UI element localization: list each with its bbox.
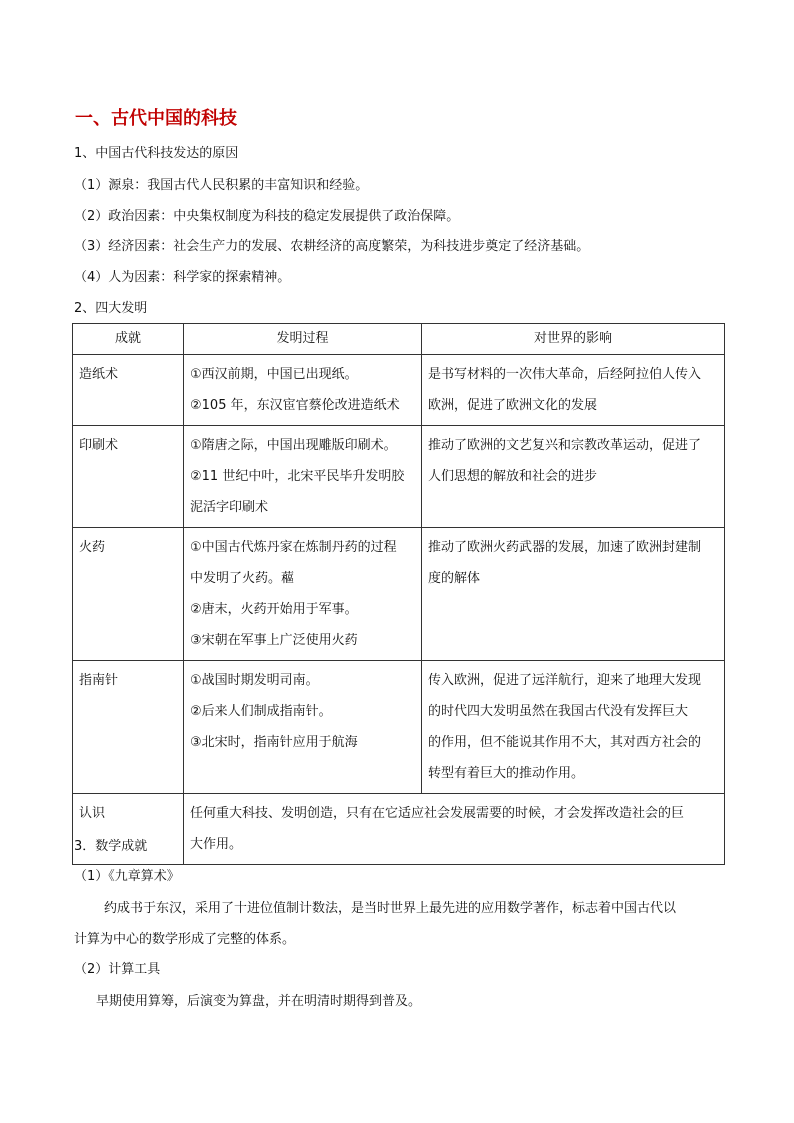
process-line: ①西汉前期，中国已出现纸。 <box>190 367 358 382</box>
invention-impact <box>422 426 725 528</box>
impact-line: 传入欧洲，促进了远洋航行，迎来了地理大发现 <box>428 673 702 688</box>
impact-line: 推动了欧洲的文艺复兴和宗教改革运动，促进了 <box>428 438 702 453</box>
invention-impact <box>422 661 725 794</box>
reason-item: （4）人为因素：科学家的探索精神。 <box>74 270 291 285</box>
process-line: ②唐末，火药开始用于军事。 <box>190 602 358 617</box>
process-line: ②后来人们制成指南针。 <box>190 704 332 719</box>
invention-process <box>184 661 422 794</box>
invention-name: 印刷术 <box>73 426 184 528</box>
process-line: ③宋朝在军事上广泛使用火药 <box>190 633 358 648</box>
process-line: ①隋唐之际，中国出现雕版印刷术。 <box>190 438 397 453</box>
table-row <box>73 355 725 426</box>
inventions-table <box>72 323 725 865</box>
process-line: ②11 世纪中叶，北宋平民毕升发明胶 <box>190 469 405 484</box>
invention-name: 指南针 <box>73 661 184 794</box>
invention-name: 造纸术 <box>73 355 184 426</box>
invention-impact <box>422 355 725 426</box>
invention-name: 火药 <box>73 528 184 661</box>
invention-process <box>184 528 422 661</box>
reason-item: （3）经济因素：社会生产力的发展、农耕经济的高度繁荣，为科技进步奠定了经济基础。 <box>74 239 590 254</box>
impact-line: 推动了欧洲火药武器的发展，加速了欧洲封建制 <box>428 540 702 555</box>
impact-line: 度的解体 <box>428 571 481 586</box>
column-header: 成就 <box>73 324 184 355</box>
summary-text <box>184 794 725 865</box>
process-line: 中发明了火药。藲 <box>190 571 295 586</box>
impact-line: 是书写材料的一次伟大革命，后经阿拉伯人传入 <box>428 367 702 382</box>
reason-item: （2）政治因素：中央集权制度为科技的稳定发展提供了政治保障。 <box>74 209 460 224</box>
paragraph-line: 早期使用算筹，后演变为算盘，并在明清时期得到普及。 <box>96 994 422 1009</box>
impact-line: 的时代四大发明虽然在我国古代没有发挥巨大 <box>428 704 689 719</box>
process-line: 泥活字印刷术 <box>190 500 269 515</box>
invention-process <box>184 426 422 528</box>
reason-item: （1）源泉：我国古代人民积累的丰富知识和经验。 <box>74 178 369 193</box>
subheading-tools: （2）计算工具 <box>74 962 161 977</box>
process-line: ③北宋时，指南针应用于航海 <box>190 735 358 750</box>
section3-heading: 3．数学成就 <box>74 839 148 854</box>
section1-heading: 1、中国古代科技发达的原因 <box>74 146 239 161</box>
subheading-jiuzhang: （1）《九章算术》 <box>74 869 180 884</box>
table-row-summary <box>73 794 725 865</box>
table-row <box>73 426 725 528</box>
invention-process <box>184 355 422 426</box>
column-header: 发明过程 <box>184 324 422 355</box>
table-row <box>73 528 725 661</box>
paragraph-line: 约成书于东汉，采用了十进位值制计数法，是当时世界上最先进的应用数学著作，标志着中国古代以 <box>104 901 677 916</box>
process-line: ②105 年，东汉宦官蔡伦改进造纸术 <box>190 398 400 413</box>
summary-label: 认识 <box>73 794 184 865</box>
table-header-row <box>73 324 725 355</box>
paragraph-line: 计算为中心的数学形成了完整的体系。 <box>74 932 296 947</box>
summary-line: 任何重大科技、发明创造，只有在它适应社会发展需要的时候，才会发挥改造社会的巨 <box>190 806 685 821</box>
process-line: ①中国古代炼丹家在炼制丹药的过程 <box>190 540 397 555</box>
summary-line: 大作用。 <box>190 837 243 852</box>
impact-line: 转型有着巨大的推动作用。 <box>428 766 585 781</box>
section-title: 一、古代中国的科技 <box>75 108 237 129</box>
section2-heading: 2、四大发明 <box>74 301 148 316</box>
impact-line: 的作用，但不能说其作用不大，其对西方社会的 <box>428 735 702 750</box>
process-line: ①战国时期发明司南。 <box>190 673 319 688</box>
column-header: 对世界的影响 <box>422 324 725 355</box>
impact-line: 欧洲，促进了欧洲文化的发展 <box>428 398 598 413</box>
table-row <box>73 661 725 794</box>
invention-impact <box>422 528 725 661</box>
impact-line: 人们思想的解放和社会的进步 <box>428 469 598 484</box>
